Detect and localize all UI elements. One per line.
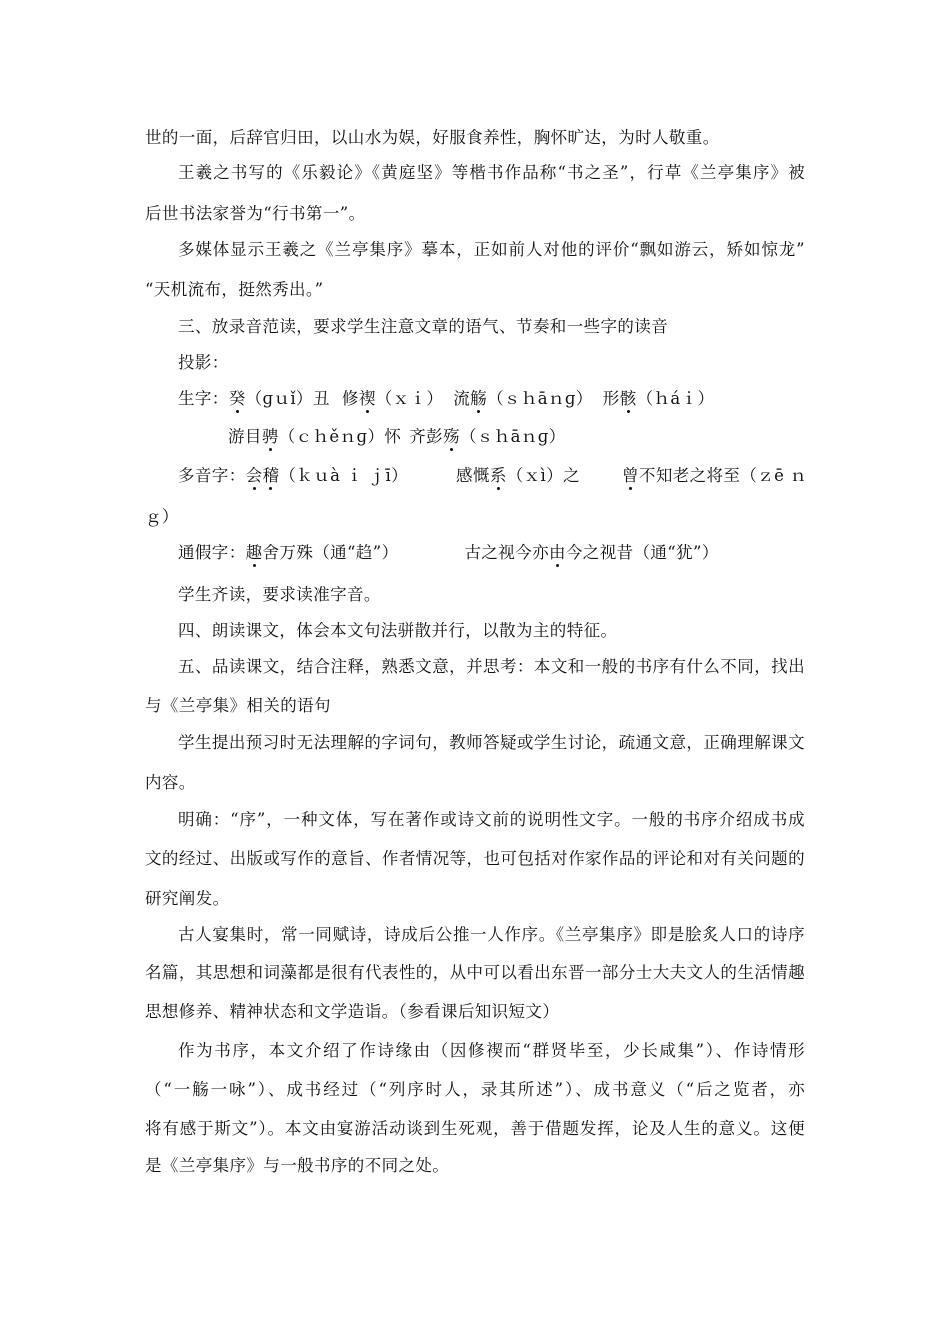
pinyin-text: （ｋｕà ｉ ｊī） xyxy=(279,466,409,485)
new-characters-line-2 xyxy=(228,426,888,448)
pinyin-text: （ｘｉ） xyxy=(375,389,444,408)
plain-char: 形 xyxy=(602,389,620,408)
paragraph-line: 作为书序，本文介绍了作诗缘由（因修禊而“群贤毕至，少长咸集”）、作诗情形 xyxy=(178,1041,805,1060)
paragraph-line: 研究阐发。 xyxy=(145,889,230,908)
dotted-char: 骸 xyxy=(619,389,637,408)
pinyin-text: 不知老之将至（ｚē ｎ xyxy=(638,466,807,485)
dotted-char: 会 xyxy=(245,466,263,485)
dotted-char: 由 xyxy=(549,543,566,562)
plain-char: 流 xyxy=(453,389,471,408)
paragraph-line: “天机流布，挺然秀出。” xyxy=(145,280,324,299)
paragraph-line: （“一觞一咏”）、成书经过（“列序时人，录其所述”）、成书意义（“后之览者，亦 xyxy=(145,1080,805,1099)
pinyin-text: （ｓｈāｎɡ） xyxy=(459,427,566,446)
polyphonic-label: 多音字： xyxy=(178,466,246,485)
pinyin-text: （ｈáｉ） xyxy=(636,389,715,408)
new-characters-label: 生字： xyxy=(178,389,229,408)
projection-label: 投影： xyxy=(178,353,229,372)
paragraph-line: 学生齐读，要求读准字音。 xyxy=(178,585,381,604)
paragraph-line: 学生提出预习时无法理解的字词句，教师答疑或学生讨论，疏通文意，正确理解课文 xyxy=(178,733,805,752)
paragraph-line: ｇ） xyxy=(145,507,179,526)
paragraph-line: 后世书法家誉为“行书第一”。 xyxy=(145,204,366,223)
pinyin-text: （ｓｈāｎɡ） xyxy=(487,389,593,408)
plain-char: 修 xyxy=(341,389,359,408)
polyphonic-line xyxy=(178,465,805,487)
pinyin-text: （ｘì）之 xyxy=(506,466,581,485)
paragraph-line: 多媒体显示王羲之《兰亭集序》摹本，正如前人对他的评价“飘如游云，矫如惊龙” xyxy=(178,240,805,259)
paragraph-line: 古人宴集时，常一同赋诗，诗成后公推一人作序。《兰亭集序》即是脍炙人口的诗序 xyxy=(178,925,805,944)
paragraph-line: 名篇，其思想和词藻都是很有代表性的，从中可以看出东晋一部分士大夫文人的生活情趣 xyxy=(145,963,805,982)
section-heading: 五、品读课文，结合注释，熟悉文意，并思考：本文和一般的书序有什么不同，找出 xyxy=(178,657,805,676)
dotted-char: 癸 xyxy=(228,389,246,408)
interchangeable-line xyxy=(178,542,805,564)
dotted-char: 禊 xyxy=(358,389,376,408)
plain-char: 古之视今亦 xyxy=(464,543,549,562)
pinyin-text: （ɡｕǐ）丑 xyxy=(245,389,330,408)
pinyin-text: 今之视昔（通“犹”） xyxy=(565,543,719,562)
dotted-char: 骋 xyxy=(261,427,279,446)
dotted-char: 趣 xyxy=(245,543,263,562)
pinyin-text: （ｃｈěｎɡ）怀 xyxy=(278,427,402,446)
section-heading: 三、放录音范读，要求学生注意文章的语气、节奏和一些字的读音 xyxy=(178,317,669,336)
dotted-char: 系 xyxy=(489,466,507,485)
paragraph-line: 将有感于斯文”）。本文由宴游活动谈到生死观，善于借题发挥，论及人生的意义。这便 xyxy=(145,1119,805,1138)
new-characters-line xyxy=(178,388,805,410)
dotted-char: 曾 xyxy=(622,466,639,485)
paragraph-line: 世的一面，后辞官归田，以山水为娱，好服食养性，胸怀旷达，为时人敬重。 xyxy=(145,128,720,147)
paragraph-line: 思想修养、精神状态和文学造诣。（参看课后知识短文） xyxy=(145,1002,560,1021)
dotted-char: 殇 xyxy=(443,427,460,446)
plain-char: 齐彭 xyxy=(409,427,444,446)
paragraph-line: 明确：“序”，一种文体，写在著作或诗文前的说明性文字。一般的书序介绍成书成 xyxy=(178,810,805,829)
paragraph-line: 与《兰亭集》相关的语句 xyxy=(145,696,331,715)
pinyin-text: 舍万殊（通“趋”） xyxy=(262,543,399,562)
plain-char: 感慨 xyxy=(456,466,490,485)
paragraph-line: 王羲之书写的《乐毅论》《黄庭坚》等楷书作品称“书之圣”，行草《兰亭集序》被 xyxy=(178,163,805,182)
plain-char: 游目 xyxy=(228,427,262,446)
interchangeable-label: 通假字： xyxy=(178,543,246,562)
dotted-char: 觞 xyxy=(470,389,488,408)
paragraph-line: 文的经过、出版或写作的意旨、作者情况等，也可包括对作家作品的评论和对有关问题的 xyxy=(145,849,805,868)
paragraph-line: 内容。 xyxy=(145,773,196,792)
section-heading: 四、朗读课文，体会本文句法骈散并行，以散为主的特征。 xyxy=(178,621,618,640)
paragraph-line: 是《兰亭集序》与一般书序的不同之处。 xyxy=(145,1156,450,1175)
dotted-char: 稽 xyxy=(262,466,280,485)
